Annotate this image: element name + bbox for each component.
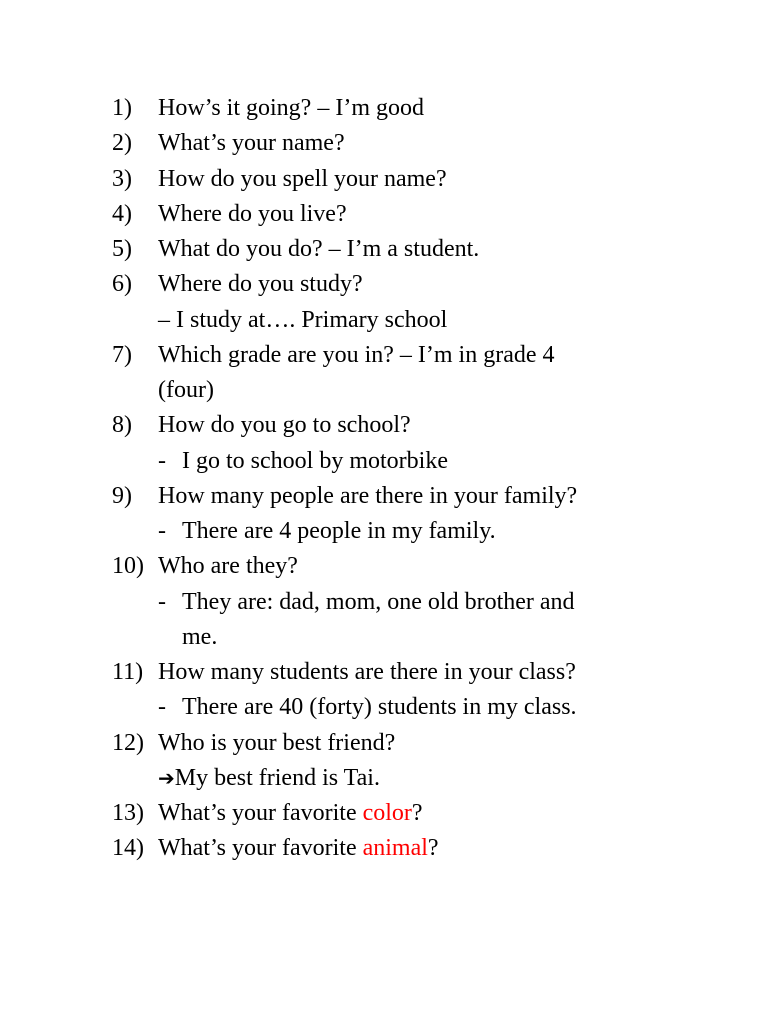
answer-text: My best friend is Tai. (174, 764, 380, 791)
answer-line (112, 585, 672, 620)
list-item (112, 726, 672, 761)
dash-bullet: - (158, 588, 166, 615)
question-text: How many students are there in your class? (158, 659, 576, 685)
answer-text-continuation: me. (182, 623, 218, 650)
list-item (112, 91, 672, 126)
question-text-start: What’s your favorite (158, 800, 363, 826)
item-number: 5) (112, 236, 132, 262)
highlighted-word: color (362, 800, 412, 826)
item-number: 6) (112, 271, 132, 298)
right-arrow-icon: ➔ (158, 765, 175, 790)
list-item (112, 126, 672, 161)
list-item (112, 408, 672, 443)
question-text-end: ? (427, 835, 439, 862)
item-number: 3) (112, 165, 132, 192)
item-number: 8) (112, 412, 132, 439)
question-text-start: What’s your favorite (158, 835, 363, 862)
question-text: What do you do? – I’m a student. (158, 236, 480, 262)
list-item (112, 831, 672, 866)
question-text: Which grade are you in? – I’m in grade 4 (158, 341, 555, 368)
answer-line (112, 690, 672, 725)
highlighted-word: animal (362, 835, 428, 862)
item-number: 2) (112, 130, 132, 157)
list-item (112, 549, 672, 584)
question-text (158, 835, 439, 861)
list-item (112, 796, 672, 831)
question-text-end: ? (411, 800, 423, 826)
list-item (112, 479, 672, 514)
question-text: How do you spell your name? (158, 165, 447, 192)
answer-text: There are 40 (forty) students in my class. (182, 694, 577, 721)
answer-line (112, 514, 672, 549)
item-number: 4) (112, 200, 132, 227)
answer-line (112, 761, 672, 796)
item-number: 10) (112, 553, 144, 580)
list-item (112, 655, 672, 690)
question-text: How’s it going? – I’m good (158, 95, 424, 121)
list-item (112, 338, 672, 373)
list-item (112, 232, 672, 267)
question-text-continuation: (four) (158, 377, 214, 403)
dash-bullet: - (158, 518, 166, 544)
question-text: How many people are there in your family? (158, 482, 578, 509)
answer-text: I go to school by motorbike (182, 447, 448, 474)
answer-line (112, 303, 672, 338)
question-text: Who is your best friend? (158, 729, 396, 756)
item-number: 9) (112, 482, 132, 509)
question-text: Who are they? (158, 553, 298, 580)
answer-text: – I study at…. Primary school (158, 306, 448, 333)
question-text (158, 800, 423, 826)
dash-bullet: - (158, 447, 166, 474)
item-number: 7) (112, 341, 132, 368)
question-text: Where do you study? (158, 271, 363, 298)
item-number: 13) (112, 800, 144, 826)
question-text: What’s your name? (158, 130, 345, 157)
list-item (112, 267, 672, 302)
list-item (112, 162, 672, 197)
item-number: 12) (112, 729, 144, 756)
dash-bullet: - (158, 694, 166, 721)
question-list (112, 91, 672, 867)
item-number: 1) (112, 95, 132, 121)
question-text: Where do you live? (158, 200, 347, 227)
item-number: 14) (112, 835, 144, 862)
answer-text: There are 4 people in my family. (182, 518, 496, 544)
item-number: 11) (112, 659, 144, 685)
question-text: How do you go to school? (158, 412, 411, 439)
answer-line (112, 444, 672, 479)
answer-text: They are: dad, mom, one old brother and (182, 588, 575, 615)
list-item (112, 197, 672, 232)
